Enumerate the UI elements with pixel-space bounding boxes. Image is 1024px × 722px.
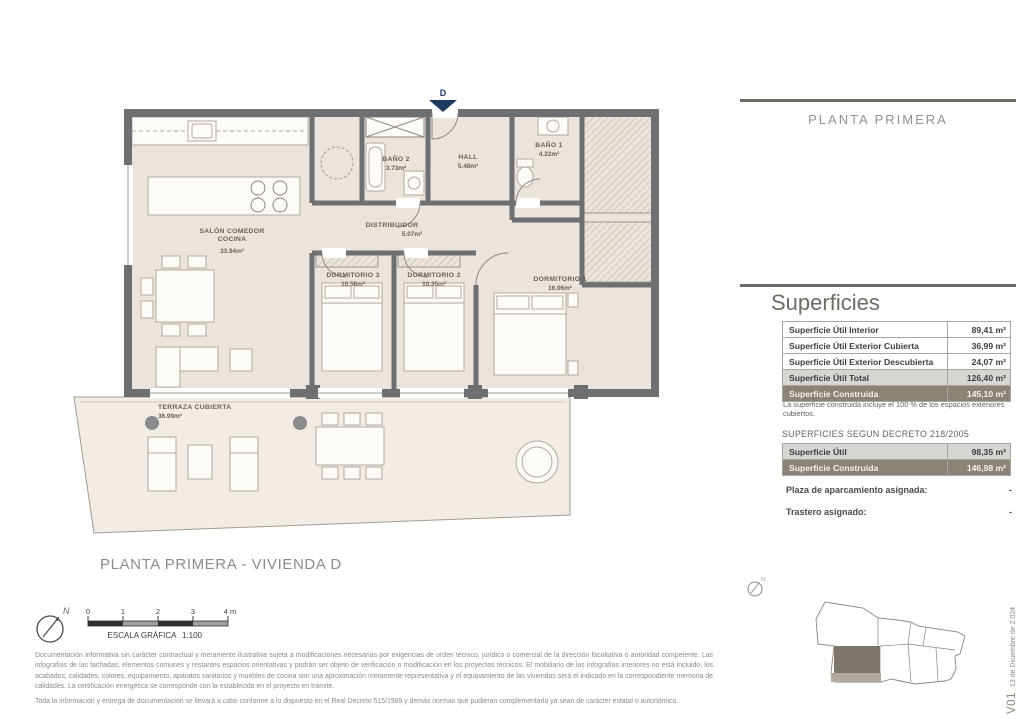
row-label: Superficie Útil Interior xyxy=(783,322,948,338)
storage-value: - xyxy=(1009,507,1012,517)
storage-label: Trastero asignado: xyxy=(786,507,867,517)
row-label: Superficie Útil Total xyxy=(783,370,948,386)
label-bano1: BAÑO 1 xyxy=(535,142,563,149)
scale-label: ESCALA GRÁFICA xyxy=(107,631,177,640)
row-value: 98,35 m² xyxy=(948,444,1011,460)
label-dormitorio1: DORMITORIO 1 xyxy=(533,276,587,283)
row-value: 145,10 m² xyxy=(948,386,1011,402)
label-hall: HALL xyxy=(458,154,478,161)
superficies-heading: Superficies xyxy=(771,290,880,315)
compass-north-label: N xyxy=(63,606,70,616)
row-value: 24,07 m² xyxy=(948,354,1011,370)
table-row-util xyxy=(783,444,1011,460)
row-value: 36,99 m² xyxy=(948,338,1011,354)
label-bano2: BAÑO 2 xyxy=(382,156,410,163)
table-row xyxy=(783,338,1011,354)
parking-row xyxy=(786,485,1012,495)
header-rule xyxy=(740,99,1016,102)
page-title: PLANTA PRIMERA xyxy=(808,112,948,127)
area-distribuidor: 5.07m² xyxy=(401,231,423,238)
version-date: 13 de Diciembre de 2.024 xyxy=(1010,606,1017,688)
keyplan-highlighted-unit xyxy=(834,646,880,673)
label-dormitorio2: DORMITORIO 2 xyxy=(407,272,461,279)
area-bano2: 3.73m² xyxy=(385,165,407,172)
row-label: Superficie Construida xyxy=(783,386,948,402)
legal-paragraph-1: Documentación informativa sin carácter contractual y meramente ilustrativa sujeta a modificaciones necesarias por exigencias de orden técnico, jurídico o comercial de la dirección facultativa o autoridad competente. Las infografías de las fachadas, elementos comunes y restantes espacios orientativas y podrán ser objeto de verificación o modificación en los proyectos técnicos. El mobiliario de las infografías interiores no está incluido, los acabados, calidades, colores, equipamiento, aparatos sanitarios y muebles de cocina son una aproximación meramente representativa y el equipamiento de las viviendas será el indicado en la correspondiente memoria de calidades. La certificación energética se corresponde con la establecida en el proyecto en trámite. xyxy=(35,651,713,690)
scale-tick-4: 4 m xyxy=(223,607,237,616)
scale-tick-0: 0 xyxy=(85,607,91,616)
shower-bano2 xyxy=(366,117,424,137)
floor-plan xyxy=(60,85,680,550)
keyplan-highlighted-terrace xyxy=(831,673,881,682)
legal-paragraph-2: Toda la información y entrega de documentación se llevará a cabo conforme a lo dispuesto en el Real Decreto 515/1989 y demás normas que pudieran complementarlo ya sean de carácter estatal o autonómico. xyxy=(35,697,679,705)
scale-ratio: 1:100 xyxy=(181,631,203,640)
table-row-total xyxy=(783,370,1011,386)
area-salon: 33.94m² xyxy=(220,248,244,255)
row-label: Superficie Útil Exterior Cubierta xyxy=(783,338,948,354)
entrance-letter: D xyxy=(439,88,447,98)
version-code: V01 xyxy=(1006,692,1018,714)
label-salon-2: COCINA xyxy=(217,236,247,243)
area-dormitorio1: 16.06m² xyxy=(548,285,572,292)
scale-tick-3: 3 xyxy=(190,607,196,616)
superficies-rule xyxy=(740,284,1016,287)
table-row xyxy=(783,354,1011,370)
plan-title: PLANTA PRIMERA - VIVIENDA D xyxy=(100,556,342,573)
row-value: 146,98 m² xyxy=(948,460,1011,476)
area-terraza: 36.99m² xyxy=(158,413,182,420)
scale-tick-2: 2 xyxy=(155,607,161,616)
decreto-heading: SUPERFICIES SEGUN DECRETO 218/2005 xyxy=(782,429,970,439)
superficies-table xyxy=(782,321,1011,402)
parking-label: Plaza de aparcamiento asignada: xyxy=(786,485,928,495)
row-label: Superficie Útil Exterior Descubierta xyxy=(783,354,948,370)
label-terraza: TERRAZA CUBIERTA xyxy=(158,404,232,411)
label-distribuidor: DISTRIBUIDOR xyxy=(365,222,419,229)
label-dormitorio3: DORMITORIO 3 xyxy=(326,272,380,279)
key-plan xyxy=(808,594,973,689)
row-value: 89,41 m² xyxy=(948,322,1011,338)
superficies-note: La superficie construida incluye el 100 % de los espacios exteriores cubiertos. xyxy=(783,400,1005,419)
label-salon-1: SALÓN COMEDOR xyxy=(199,228,265,235)
version-stamp xyxy=(1002,607,1020,714)
scale-tick-1: 1 xyxy=(120,607,126,616)
area-dormitorio2: 10.35m² xyxy=(422,281,446,288)
row-value: 126,40 m² xyxy=(948,370,1011,386)
compass-icon xyxy=(30,602,78,648)
mini-compass-north-label: N xyxy=(761,577,765,583)
mini-compass-icon xyxy=(742,572,776,602)
row-label: Superficie Útil xyxy=(783,444,948,460)
area-bano1: 4.22m² xyxy=(538,151,560,158)
storage-row xyxy=(786,507,1012,517)
table-row xyxy=(783,322,1011,338)
area-dormitorio3: 10.56m² xyxy=(341,281,365,288)
row-label: Superficie Construida xyxy=(783,460,948,476)
area-hall: 5.48m² xyxy=(457,163,479,170)
scale-bar xyxy=(80,604,250,646)
table-row-construida xyxy=(783,460,1011,476)
decreto-table xyxy=(782,443,1011,476)
parking-value: - xyxy=(1009,485,1012,495)
